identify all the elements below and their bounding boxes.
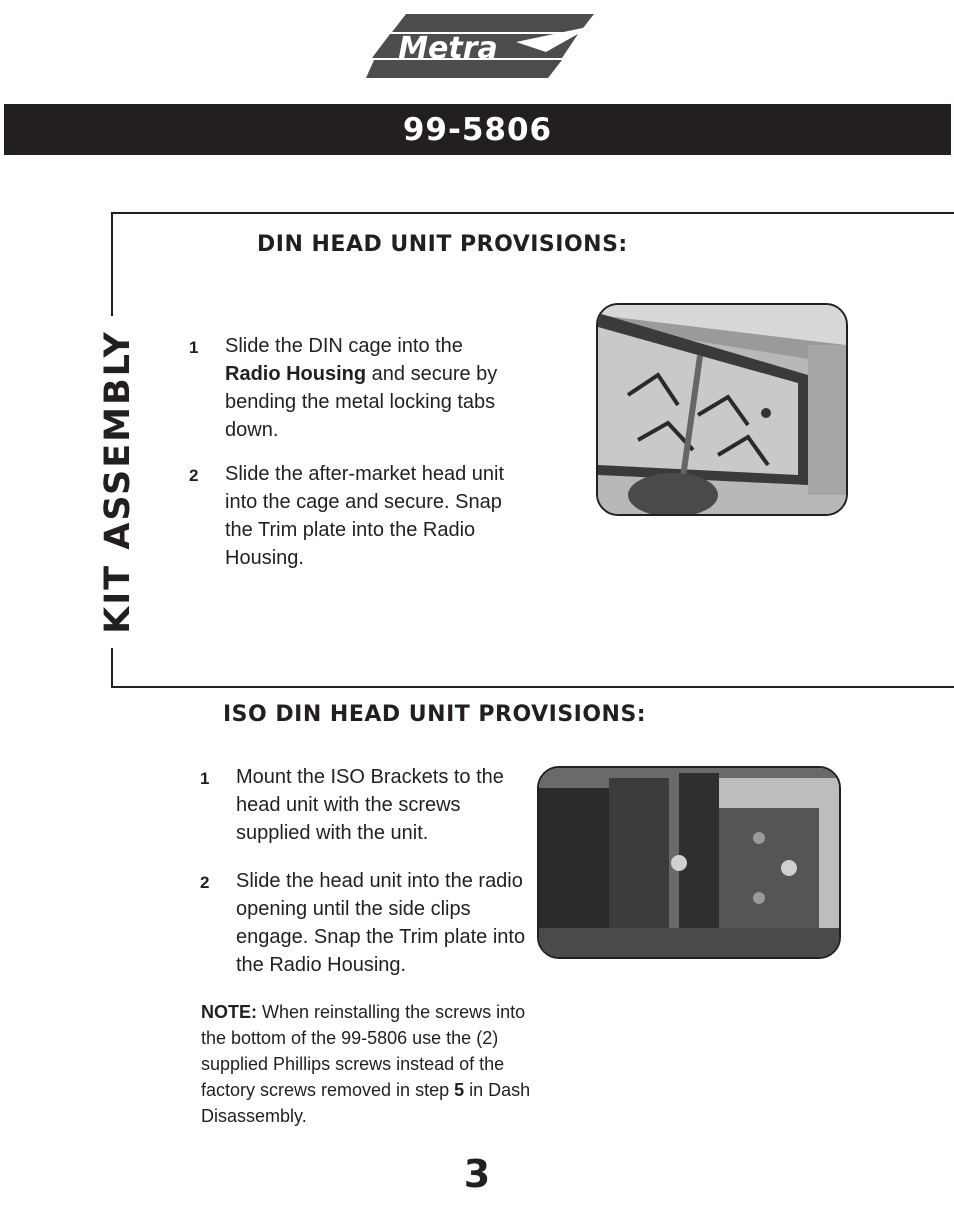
step-number: 2 bbox=[200, 873, 210, 892]
iso-section-heading: ISO DIN HEAD UNIT PROVISIONS: bbox=[223, 702, 647, 727]
iso-bracket-photo bbox=[537, 766, 841, 959]
din-cage-photo bbox=[596, 303, 848, 516]
frame-left-rule-upper bbox=[111, 212, 113, 316]
frame-bottom-rule bbox=[111, 686, 954, 688]
kit-assembly-side-label: KIT ASSEMBLY bbox=[98, 330, 138, 634]
iso-steps-list bbox=[200, 763, 530, 979]
model-title-bar bbox=[4, 104, 951, 155]
page-number: 3 bbox=[463, 1152, 491, 1196]
step-text: Slide the head unit into the radio opening until the side clips engage. Snap the Trim plate into the Radio Housing. bbox=[236, 870, 526, 976]
din-steps-list bbox=[189, 332, 519, 572]
note-label: NOTE: bbox=[201, 1002, 257, 1022]
note-step-ref: 5 bbox=[454, 1080, 465, 1100]
step-number: 1 bbox=[189, 338, 199, 357]
step-text: Slide the after-market head unit into the cage and secure. Snap the Trim plate into the Radio Housing. bbox=[225, 463, 505, 569]
metra-logo bbox=[366, 12, 596, 80]
step-number: 2 bbox=[189, 466, 199, 485]
frame-top-rule bbox=[111, 212, 954, 214]
iso-bracket-photo-illustration bbox=[539, 768, 839, 957]
step-text-part: and secure by bending the metal locking tabs down. bbox=[225, 363, 498, 441]
note-text: When reinstalling the screws into the bottom of the 99-5806 use the (2) supplied Phillips screws instead of the factory screws removed in step bbox=[201, 1002, 526, 1100]
note-tail: in Dash Disassembly. bbox=[201, 1080, 531, 1126]
din-section-heading: DIN HEAD UNIT PROVISIONS: bbox=[257, 232, 628, 257]
step-text bbox=[225, 332, 519, 444]
step-text-part: Slide the DIN cage into the bbox=[225, 335, 463, 357]
metra-logo-graphic bbox=[366, 12, 596, 80]
radio-housing-emphasis: Radio Housing bbox=[225, 363, 367, 385]
installation-note bbox=[201, 999, 551, 1129]
step-text: Mount the ISO Brackets to the head unit with the screws supplied with the unit. bbox=[236, 766, 504, 844]
iso-step-2 bbox=[200, 867, 530, 979]
logo-text: Metra bbox=[398, 31, 498, 66]
din-step-2 bbox=[189, 460, 519, 572]
din-step-1 bbox=[189, 332, 519, 444]
frame-left-rule-lower bbox=[111, 648, 113, 688]
step-number: 1 bbox=[200, 769, 210, 788]
iso-step-1 bbox=[200, 763, 530, 847]
din-cage-photo-illustration bbox=[598, 305, 846, 514]
model-number: 99-5806 bbox=[402, 111, 553, 148]
